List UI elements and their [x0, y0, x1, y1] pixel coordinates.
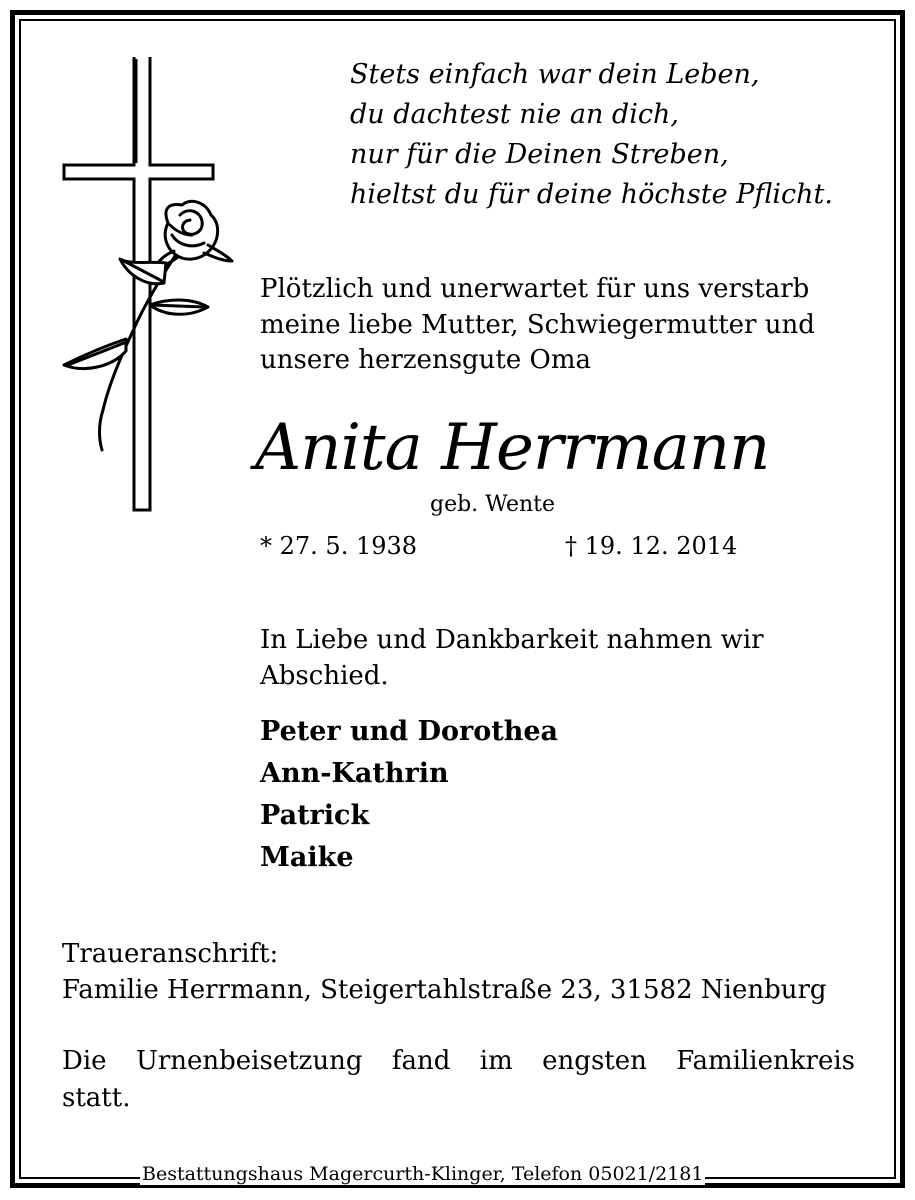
rose-icon — [64, 201, 232, 450]
mourner-name: Peter und Dorothea — [260, 716, 559, 747]
death-date: † 19. 12. 2014 — [565, 532, 738, 560]
intro-text — [260, 272, 815, 379]
cross-icon — [58, 55, 238, 525]
deceased-name: Anita Herrmann — [255, 411, 770, 485]
poem-line: hieltst du für deine höchste Pflicht. — [350, 179, 833, 210]
mourner-name: Maike — [260, 842, 354, 873]
footer-rule — [26, 1183, 138, 1185]
mourning-address — [62, 936, 827, 1008]
farewell-line: In Liebe und Dankbarkeit nahmen wir — [260, 625, 764, 655]
farewell-line: Abschied. — [260, 661, 389, 691]
burial-notice — [62, 1043, 855, 1117]
poem — [350, 55, 833, 215]
intro-line: unsere herzensgute Oma — [260, 345, 591, 375]
address-line: Familie Herrmann, Steigertahlstraße 23, 31582 Nienburg — [62, 975, 827, 1005]
funeral-home-footer: Bestattungshaus Magercurth-Klinger, Telefon 05021/2181 — [142, 1163, 704, 1185]
mourners-list — [260, 711, 558, 879]
poem-line: nur für die Deinen Streben, — [350, 139, 729, 170]
poem-line: du dachtest nie an dich, — [350, 99, 679, 130]
intro-line: meine liebe Mutter, Schwiegermutter und — [260, 309, 815, 340]
footer-rule — [775, 1183, 888, 1185]
poem-line: Stets einfach war dein Leben, — [350, 59, 760, 90]
intro-line: Plötzlich und unerwartet für uns verstarb — [260, 274, 810, 304]
address-label: Traueranschrift: — [62, 939, 279, 969]
mourner-name: Ann-Kathrin — [260, 758, 449, 789]
maiden-name: geb. Wente — [430, 492, 556, 517]
mourner-name: Patrick — [260, 800, 370, 831]
birth-date: * 27. 5. 1938 — [260, 532, 418, 560]
burial-line: statt. — [62, 1083, 131, 1113]
burial-line: Die Urnenbeisetzung fand im engsten Familienkreis — [62, 1046, 855, 1076]
farewell-text — [260, 622, 764, 694]
